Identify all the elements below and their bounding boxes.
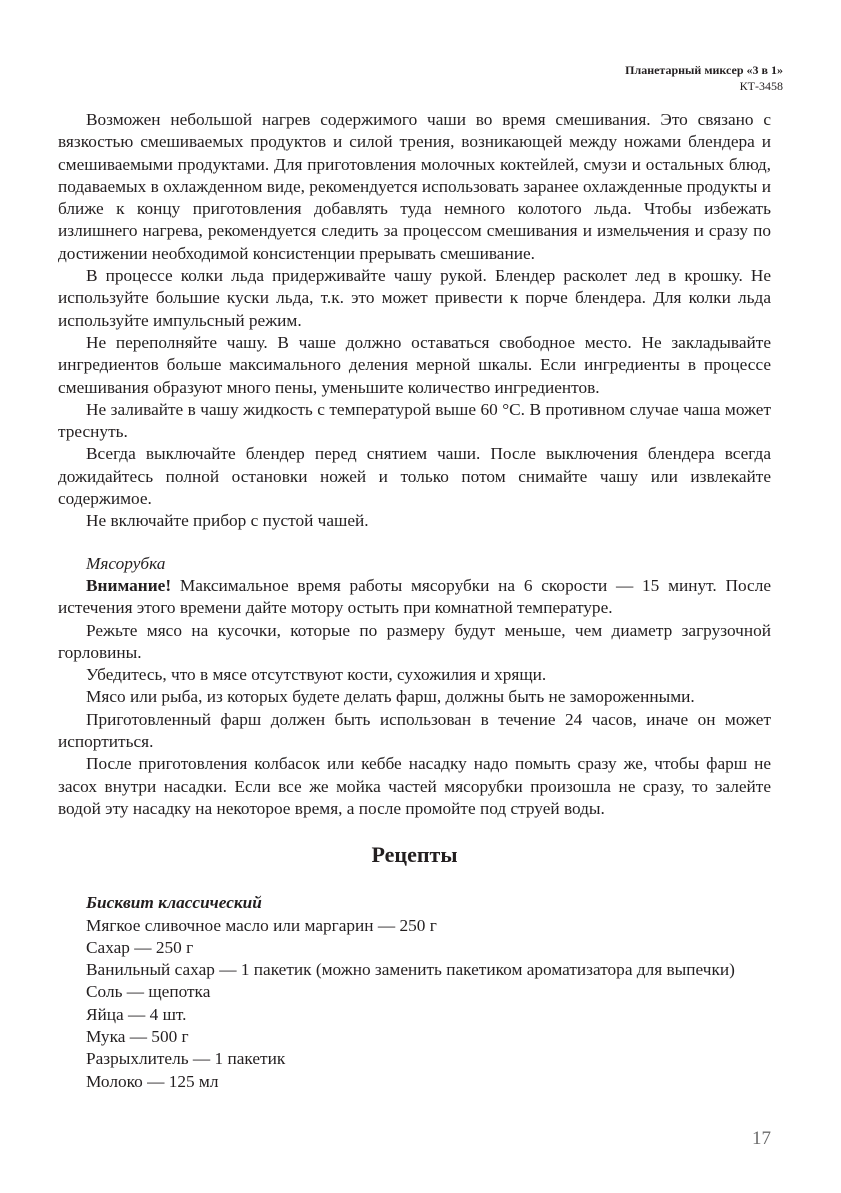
blender-paragraph: Возможен небольшой нагрев содержимого чаши во время смешивания. Это связано с вязкостью смешиваемых продуктов и силой трения, возникающей между ножами блендера и смешиваемыми продуктами. Для приготовления молочных коктейлей, смузи и остальных блюд, подаваемых в охлажденном виде, рекомендуется использовать заранее охлажденные продукты и ближе к концу приготовления добавлять туда немного колотого льда. Чтобы избежать излишнего нагрева, рекомендуется следить за процессом смешивания и измельчения и сразу по достижении необходимой консистенции прерывать смешивание. <box>58 110 771 263</box>
ingredient-list <box>58 915 771 1093</box>
mincer-paragraph: Убедитесь, что в мясе отсутствуют кости, сухожилия и хрящи. <box>86 665 547 685</box>
warning-text: Максимальное время работы мясорубки на 6 скорости — 15 минут. После истечения этого времени дайте мотору остыть при комнатной температуре. <box>58 575 771 618</box>
blender-paragraph: Не включайте прибор с пустой чашей. <box>86 511 369 531</box>
header-title: Планетарный миксер «3 в 1» <box>625 63 783 77</box>
mincer-paragraph: Мясо или рыба, из которых будете делать фарш, должны быть не замороженными. <box>86 687 695 707</box>
header-model: КТ-3458 <box>739 79 783 93</box>
page-content <box>58 109 771 1093</box>
ingredient-item: Разрыхлитель — 1 пакетик <box>86 1049 286 1069</box>
ingredient-item: Ванильный сахар — 1 пакетик (можно заменить пакетиком ароматизатора для выпечки) <box>86 960 735 980</box>
recipes-heading: Рецепты <box>371 842 458 868</box>
blender-paragraph: Всегда выключайте блендер перед снятием чаши. После выключения блендера всегда дожидайтесь полной остановки ножей и только потом снимайте чашу или извлекайте содержимое. <box>58 444 771 509</box>
mincer-paragraph: После приготовления колбасок или кеббе насадку надо помыть сразу же, чтобы фарш не засох внутри насадки. Если все же мойка частей мясорубки произошла не сразу, то залейте водой эту насадку на некоторое время, а после промойте под струей воды. <box>58 754 771 818</box>
warning-lead: Внимание! <box>86 575 172 595</box>
blender-paragraph: Не переполняйте чашу. В чаше должно оставаться свободное место. Не закладывайте ингредиентов больше максимального деления мерной шкалы. Если ингредиенты в процессе смешивания образуют много пены, уменьшите количество ингредиентов. <box>58 332 771 397</box>
page-number: 17 <box>752 1128 771 1149</box>
mincer-warning <box>58 575 771 620</box>
ingredient-item: Мягкое сливочное масло или маргарин — 250 г <box>86 915 437 935</box>
ingredient-item: Соль — щепотка <box>86 982 211 1002</box>
mincer-paragraph: Приготовленный фарш должен быть использован в течение 24 часов, иначе он может испортиться. <box>58 709 771 752</box>
ingredient-item: Молоко — 125 мл <box>86 1071 219 1091</box>
blender-paragraph: Не заливайте в чашу жидкость с температурой выше 60 °С. В противном случае чаша может треснуть. <box>58 399 771 442</box>
mincer-paragraph: Режьте мясо на кусочки, которые по размеру будут меньше, чем диаметр загрузочной горловины. <box>58 620 771 662</box>
blender-paragraph: В процессе колки льда придерживайте чашу рукой. Блендер расколет лед в крошку. Не используйте большие куски льда, т.к. это может привести к порче блендера. Для колки льда используйте импульсный режим. <box>58 266 771 330</box>
mincer-section-title: Мясорубка <box>86 553 166 573</box>
page-header <box>625 62 783 94</box>
ingredient-item: Сахар — 250 г <box>86 937 194 957</box>
ingredient-item: Яйца — 4 шт. <box>86 1004 187 1024</box>
recipe-title: Бисквит классический <box>86 893 262 913</box>
ingredient-item: Мука — 500 г <box>86 1026 189 1046</box>
